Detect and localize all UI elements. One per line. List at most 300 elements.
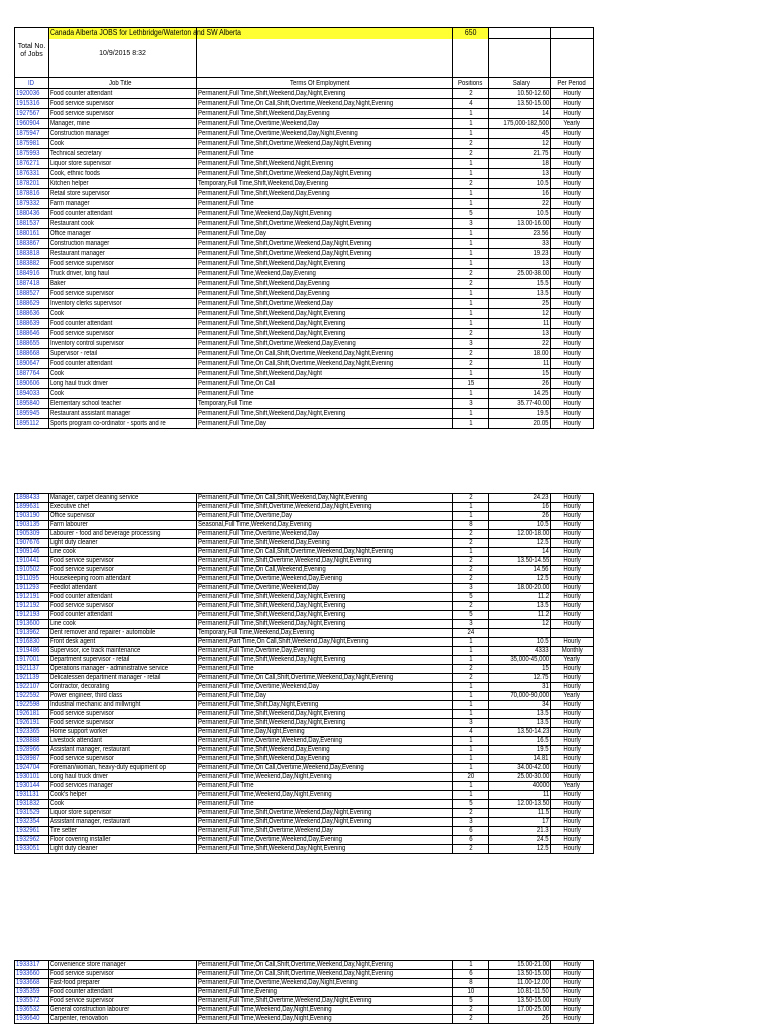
job-id-link[interactable] bbox=[14, 1006, 48, 1015]
salary-cell-text: 13.5 bbox=[537, 290, 549, 297]
job-title-cell-text: Farm labourer bbox=[50, 521, 88, 528]
job-id-link[interactable] bbox=[14, 665, 48, 674]
terms-cell bbox=[196, 800, 452, 809]
job-id-link[interactable] bbox=[14, 845, 48, 854]
job-id-link-text[interactable]: 1932962 bbox=[16, 836, 40, 843]
job-id-link[interactable] bbox=[14, 389, 48, 399]
positions-cell-text: 1 bbox=[468, 190, 473, 197]
job-id-link[interactable] bbox=[14, 1015, 48, 1024]
job-id-link-text[interactable]: 1931529 bbox=[16, 809, 40, 816]
job-id-link-text[interactable]: 1930101 bbox=[16, 773, 40, 780]
job-id-link[interactable] bbox=[14, 692, 48, 701]
job-id-link-text[interactable]: 1888646 bbox=[16, 330, 40, 337]
job-id-link[interactable] bbox=[14, 970, 48, 979]
job-title-cell bbox=[48, 647, 196, 656]
job-id-link[interactable] bbox=[14, 764, 48, 773]
job-title-cell bbox=[48, 189, 196, 199]
period-cell-text: Hourly bbox=[563, 260, 581, 267]
job-title-cell-text: Food service supervisor bbox=[50, 997, 114, 1004]
job-id-link[interactable] bbox=[14, 99, 48, 109]
job-id-link-text[interactable]: 1923365 bbox=[16, 728, 40, 735]
terms-cell-text: Permanent,Full Time,Shift,Weekend,Day,Night,Evening bbox=[198, 710, 346, 717]
table-row bbox=[14, 584, 594, 593]
job-id-link-text[interactable]: 1928966 bbox=[16, 746, 40, 753]
job-id-link[interactable] bbox=[14, 683, 48, 692]
salary-cell bbox=[488, 89, 550, 99]
job-title-cell-text: Foreman/woman, heavy-duty equipment op bbox=[50, 764, 167, 771]
job-id-link-text[interactable]: 1931131 bbox=[16, 791, 39, 798]
job-id-link-text[interactable]: 1875947 bbox=[16, 130, 40, 137]
terms-cell-text: Permanent,Full Time,Overtime,Weekend,Day bbox=[198, 530, 320, 537]
terms-cell-text: Permanent,Full Time,Shift,Weekend,Day,Night,Evening bbox=[198, 90, 346, 97]
period-cell-text: Hourly bbox=[563, 791, 581, 798]
meta-row bbox=[14, 39, 594, 78]
salary-cell bbox=[488, 827, 550, 836]
terms-cell bbox=[196, 539, 452, 548]
job-id-link[interactable] bbox=[14, 620, 48, 629]
job-id-link-text[interactable]: 1912191 bbox=[16, 593, 40, 600]
job-id-link[interactable] bbox=[14, 494, 48, 503]
job-id-link[interactable] bbox=[14, 593, 48, 602]
job-id-link[interactable] bbox=[14, 809, 48, 818]
job-id-link-text[interactable]: 1921139 bbox=[16, 674, 39, 681]
job-title-cell bbox=[48, 620, 196, 629]
job-id-link[interactable] bbox=[14, 737, 48, 746]
job-id-link[interactable] bbox=[14, 710, 48, 719]
job-id-link-text[interactable]: 1921137 bbox=[16, 665, 39, 672]
period-cell-text: Hourly bbox=[563, 110, 581, 117]
positions-cell bbox=[452, 149, 488, 159]
job-id-link[interactable] bbox=[14, 199, 48, 209]
job-id-link[interactable] bbox=[14, 530, 48, 539]
job-id-link-text[interactable]: 1912193 bbox=[16, 611, 40, 618]
positions-cell bbox=[452, 269, 488, 279]
job-id-link[interactable] bbox=[14, 773, 48, 782]
salary-cell-text: 26 bbox=[542, 512, 549, 519]
period-cell-text: Hourly bbox=[563, 130, 581, 137]
job-id-link[interactable] bbox=[14, 988, 48, 997]
terms-cell-text: Permanent,Full Time,Shift,Overtime,Weekend,Day,Evening bbox=[198, 340, 356, 347]
table-row bbox=[14, 494, 594, 503]
job-id-link[interactable] bbox=[14, 818, 48, 827]
period-cell bbox=[550, 674, 594, 683]
table-row bbox=[14, 719, 594, 728]
positions-cell bbox=[452, 379, 488, 389]
table-row bbox=[14, 575, 594, 584]
job-id-link-text[interactable]: 1895840 bbox=[16, 400, 40, 407]
job-id-link[interactable] bbox=[14, 638, 48, 647]
job-id-link[interactable] bbox=[14, 159, 48, 169]
period-cell-text: Hourly bbox=[563, 310, 581, 317]
job-id-link-text[interactable]: 1888668 bbox=[16, 350, 40, 357]
job-id-link[interactable] bbox=[14, 309, 48, 319]
salary-cell-text: 12 bbox=[542, 310, 549, 317]
job-id-link-text[interactable]: 1888655 bbox=[16, 340, 40, 347]
period-cell-text: Hourly bbox=[563, 170, 581, 177]
terms-cell-text: Permanent,Full Time,Shift,Overtime,Weekend,Day bbox=[198, 300, 333, 307]
job-id-link-text[interactable]: 1907676 bbox=[16, 539, 40, 546]
job-id-link-text[interactable]: 1899631 bbox=[16, 503, 40, 510]
job-id-link[interactable] bbox=[14, 179, 48, 189]
job-title-cell bbox=[48, 692, 196, 701]
job-title-cell-text: Food counter attendant bbox=[50, 593, 113, 600]
job-id-link[interactable] bbox=[14, 647, 48, 656]
job-id-link[interactable] bbox=[14, 548, 48, 557]
job-id-link-text[interactable]: 1911095 bbox=[16, 575, 39, 582]
job-id-link[interactable] bbox=[14, 656, 48, 665]
job-title-cell bbox=[48, 512, 196, 521]
terms-cell-text: Temporary,Full Time,Shift,Weekend,Day,Evening bbox=[198, 180, 329, 187]
period-cell-text: Hourly bbox=[563, 548, 581, 555]
period-cell bbox=[550, 647, 594, 656]
job-id-link[interactable] bbox=[14, 409, 48, 419]
positions-cell bbox=[452, 219, 488, 229]
job-id-link-text[interactable]: 1935359 bbox=[16, 988, 40, 995]
job-id-link[interactable] bbox=[14, 339, 48, 349]
period-cell bbox=[550, 710, 594, 719]
job-id-link[interactable] bbox=[14, 89, 48, 99]
table-row bbox=[14, 845, 594, 854]
job-id-link[interactable] bbox=[14, 169, 48, 179]
job-id-link[interactable] bbox=[14, 109, 48, 119]
period-cell bbox=[550, 665, 594, 674]
job-id-link-text[interactable]: 1879332 bbox=[16, 200, 40, 207]
salary-cell-text: 14.25 bbox=[533, 390, 549, 397]
job-id-link-text[interactable]: 1916830 bbox=[16, 638, 40, 645]
job-id-link-text[interactable]: 1895945 bbox=[16, 410, 40, 417]
job-id-link-text[interactable]: 1905309 bbox=[16, 530, 40, 537]
positions-cell-text: 1 bbox=[468, 638, 473, 645]
job-id-link-text[interactable]: 1930144 bbox=[16, 782, 40, 789]
positions-cell bbox=[452, 329, 488, 339]
table-row bbox=[14, 319, 594, 329]
job-id-link[interactable] bbox=[14, 755, 48, 764]
salary-cell bbox=[488, 239, 550, 249]
job-id-link[interactable] bbox=[14, 629, 48, 638]
salary-cell bbox=[488, 665, 550, 674]
period-cell bbox=[550, 773, 594, 782]
terms-cell-text: Permanent,Full Time,Overtime,Weekend,Day bbox=[198, 683, 320, 690]
period-cell bbox=[550, 229, 594, 239]
terms-cell-text: Permanent,Full Time,On Call,Shift,Overtime,Weekend,Day,Night,Evening bbox=[198, 961, 394, 968]
terms-cell-text: Permanent,Full Time,Shift,Overtime,Weekend,Day,Night,Evening bbox=[198, 809, 372, 816]
terms-cell-text: Permanent,Full Time,Shift,Weekend,Day,Night,Evening bbox=[198, 719, 346, 726]
job-title-cell bbox=[48, 773, 196, 782]
positions-cell-text: 1 bbox=[468, 503, 473, 510]
job-id-link-text[interactable]: 1875993 bbox=[16, 150, 40, 157]
job-id-link-text[interactable]: 1932354 bbox=[16, 818, 40, 825]
job-id-link[interactable] bbox=[14, 359, 48, 369]
job-title-cell-text: Inventory control supervisor bbox=[50, 340, 124, 347]
job-id-link-text[interactable]: 1928987 bbox=[16, 755, 40, 762]
job-id-link-text[interactable]: 1883882 bbox=[16, 260, 40, 267]
job-id-link-text[interactable]: 1927567 bbox=[16, 110, 40, 117]
period-cell-text: Hourly bbox=[563, 701, 581, 708]
job-id-link[interactable] bbox=[14, 149, 48, 159]
job-id-link[interactable] bbox=[14, 611, 48, 620]
job-id-link[interactable] bbox=[14, 129, 48, 139]
header-id[interactable] bbox=[14, 78, 48, 89]
salary-cell bbox=[488, 674, 550, 683]
job-id-link[interactable] bbox=[14, 566, 48, 575]
job-id-link-text[interactable]: 1922592 bbox=[16, 692, 40, 699]
period-cell-text: Hourly bbox=[563, 827, 581, 834]
job-id-link-text[interactable]: 1884916 bbox=[16, 270, 40, 277]
job-id-link-text[interactable]: 1960904 bbox=[16, 120, 40, 127]
job-id-link-text[interactable]: 1909146 bbox=[16, 548, 40, 555]
job-id-link-text[interactable]: 1894033 bbox=[16, 390, 40, 397]
job-id-link-text[interactable]: 1936640 bbox=[16, 1015, 40, 1022]
terms-cell bbox=[196, 809, 452, 818]
job-title-cell bbox=[48, 746, 196, 755]
job-id-link-text[interactable]: 1888639 bbox=[16, 320, 40, 327]
job-id-link[interactable] bbox=[14, 379, 48, 389]
job-id-link-text[interactable]: 1910502 bbox=[16, 566, 40, 573]
job-title-cell-text: Food services manager bbox=[50, 782, 113, 789]
terms-cell-text: Permanent,Full Time,Day bbox=[198, 420, 266, 427]
job-id-link[interactable] bbox=[14, 419, 48, 429]
job-id-link[interactable] bbox=[14, 329, 48, 339]
job-title-cell bbox=[48, 209, 196, 219]
job-id-link-text[interactable]: 1926181 bbox=[16, 710, 40, 717]
job-title-cell bbox=[48, 755, 196, 764]
job-id-link-text[interactable]: 1935572 bbox=[16, 997, 40, 1004]
salary-cell bbox=[488, 647, 550, 656]
job-id-link-text[interactable]: 1936532 bbox=[16, 1006, 40, 1013]
period-cell bbox=[550, 755, 594, 764]
table-row bbox=[14, 419, 594, 429]
job-id-link[interactable] bbox=[14, 602, 48, 611]
job-id-link[interactable] bbox=[14, 997, 48, 1006]
terms-cell-text: Permanent,Full Time,Weekend,Day,Night,Evening bbox=[198, 773, 332, 780]
salary-cell-text: 25.00-30.00 bbox=[516, 773, 549, 780]
job-title-cell bbox=[48, 89, 196, 99]
job-title-cell bbox=[48, 584, 196, 593]
job-id-link-text[interactable]: 1920036 bbox=[16, 90, 40, 97]
positions-cell-text: 2 bbox=[468, 566, 473, 573]
table-row bbox=[14, 521, 594, 530]
positions-cell bbox=[452, 189, 488, 199]
job-id-link[interactable] bbox=[14, 399, 48, 409]
job-id-link-text[interactable]: 1880161 bbox=[16, 230, 40, 237]
job-id-link[interactable] bbox=[14, 961, 48, 970]
job-id-link-text[interactable]: 1883867 bbox=[16, 240, 40, 247]
job-id-link-text[interactable]: 1895112 bbox=[16, 420, 39, 427]
terms-cell bbox=[196, 638, 452, 647]
job-id-link[interactable] bbox=[14, 836, 48, 845]
job-id-link-text[interactable]: 1912192 bbox=[16, 602, 40, 609]
terms-cell-text: Permanent,Full Time,Shift,Overtime,Weekend,Day,Night,Evening bbox=[198, 240, 372, 247]
job-id-link-text[interactable]: 1933668 bbox=[16, 979, 40, 986]
job-id-link[interactable] bbox=[14, 719, 48, 728]
job-id-link-text[interactable]: 1881537 bbox=[16, 220, 40, 227]
job-title-cell bbox=[48, 791, 196, 800]
positions-cell bbox=[452, 339, 488, 349]
positions-cell bbox=[452, 494, 488, 503]
job-id-link[interactable] bbox=[14, 791, 48, 800]
job-id-link-text[interactable]: 1878816 bbox=[16, 190, 40, 197]
job-id-link-text[interactable]: 1890647 bbox=[16, 360, 40, 367]
table-block-3 bbox=[14, 960, 594, 1024]
terms-cell bbox=[196, 665, 452, 674]
job-title-cell bbox=[48, 818, 196, 827]
table-row bbox=[14, 593, 594, 602]
job-id-link[interactable] bbox=[14, 279, 48, 289]
terms-cell-text: Permanent,Part Time,On Call,Shift,Weekend,Day,Night,Evening bbox=[198, 638, 369, 645]
salary-cell bbox=[488, 129, 550, 139]
terms-cell-text: Permanent,Full Time,Weekend,Day,Night,Evening bbox=[198, 210, 332, 217]
terms-cell-text: Permanent,Full Time,Shift,Weekend,Day,Night,Evening bbox=[198, 602, 346, 609]
table-row bbox=[14, 409, 594, 419]
job-id-link[interactable] bbox=[14, 239, 48, 249]
salary-cell-text: 12 bbox=[542, 620, 549, 627]
job-id-link-text[interactable]: 1919486 bbox=[16, 647, 40, 654]
job-id-link-text[interactable]: 1903135 bbox=[16, 521, 40, 528]
job-id-link-text[interactable]: 1913600 bbox=[16, 620, 40, 627]
job-id-link-text[interactable]: 1887764 bbox=[16, 370, 40, 377]
job-id-link[interactable] bbox=[14, 674, 48, 683]
period-cell bbox=[550, 249, 594, 259]
job-id-link[interactable] bbox=[14, 503, 48, 512]
salary-cell-text: 19.5 bbox=[537, 410, 549, 417]
job-id-link-text[interactable]: 1876271 bbox=[16, 160, 40, 167]
job-id-link[interactable] bbox=[14, 189, 48, 199]
job-title-cell bbox=[48, 970, 196, 979]
job-id-link[interactable] bbox=[14, 746, 48, 755]
job-id-link[interactable] bbox=[14, 557, 48, 566]
positions-cell-text: 2 bbox=[468, 665, 473, 672]
job-id-link-text[interactable]: 1913962 bbox=[16, 629, 40, 636]
job-id-link-text[interactable]: 1924704 bbox=[16, 764, 40, 771]
job-id-link[interactable] bbox=[14, 139, 48, 149]
period-cell-text: Monthly bbox=[561, 647, 583, 654]
job-title-cell-text: Retail store supervisor bbox=[50, 190, 110, 197]
job-title-cell bbox=[48, 836, 196, 845]
job-id-link[interactable] bbox=[14, 219, 48, 229]
salary-cell-text: 16 bbox=[542, 190, 549, 197]
job-id-link-text[interactable]: 1878201 bbox=[16, 180, 40, 187]
job-title-cell bbox=[48, 961, 196, 970]
job-id-link[interactable] bbox=[14, 521, 48, 530]
terms-cell bbox=[196, 269, 452, 279]
positions-cell-text: 1 bbox=[468, 737, 473, 744]
job-id-link-text[interactable]: 1898433 bbox=[16, 494, 40, 501]
block-2-rows bbox=[14, 494, 594, 854]
job-id-link[interactable] bbox=[14, 269, 48, 279]
job-id-link-text[interactable]: 1933051 bbox=[16, 845, 40, 852]
job-id-link[interactable] bbox=[14, 319, 48, 329]
job-id-link[interactable] bbox=[14, 249, 48, 259]
positions-cell-text: 2 bbox=[468, 1006, 473, 1013]
job-id-link[interactable] bbox=[14, 512, 48, 521]
job-id-link[interactable] bbox=[14, 701, 48, 710]
period-cell bbox=[550, 119, 594, 129]
job-id-link[interactable] bbox=[14, 289, 48, 299]
job-id-link-text[interactable]: 1875981 bbox=[16, 140, 40, 147]
terms-cell-text: Permanent,Full Time,Overtime,Day,Evening bbox=[198, 647, 316, 654]
job-id-link-text[interactable]: 1876331 bbox=[16, 170, 40, 177]
positions-cell bbox=[452, 997, 488, 1006]
job-id-link-text[interactable]: 1911293 bbox=[16, 584, 39, 591]
job-id-link-text[interactable]: 1880436 bbox=[16, 210, 40, 217]
terms-cell bbox=[196, 89, 452, 99]
salary-cell bbox=[488, 309, 550, 319]
job-id-link-text[interactable]: 1888636 bbox=[16, 310, 40, 317]
job-id-link[interactable] bbox=[14, 369, 48, 379]
period-cell bbox=[550, 737, 594, 746]
job-id-link-text[interactable]: 1926191 bbox=[16, 719, 40, 726]
job-id-link[interactable] bbox=[14, 979, 48, 988]
job-id-link-text[interactable]: 1931832 bbox=[16, 800, 40, 807]
period-cell bbox=[550, 359, 594, 369]
job-id-link-text[interactable]: 1933660 bbox=[16, 970, 40, 977]
period-cell-text: Hourly bbox=[563, 764, 581, 771]
job-id-link-text[interactable]: 1903190 bbox=[16, 512, 40, 519]
job-id-link-text[interactable]: 1883818 bbox=[16, 250, 40, 257]
job-title-cell-text: Manager, mine bbox=[50, 120, 90, 127]
job-id-link[interactable] bbox=[14, 800, 48, 809]
job-id-link-text[interactable]: 1890606 bbox=[16, 380, 40, 387]
salary-cell-text: 11 bbox=[542, 360, 549, 367]
job-id-link-text[interactable]: 1910441 bbox=[16, 557, 40, 564]
job-title-cell bbox=[48, 309, 196, 319]
job-id-link[interactable] bbox=[14, 349, 48, 359]
header-id-label[interactable]: ID bbox=[28, 80, 35, 87]
terms-cell bbox=[196, 566, 452, 575]
job-title-cell bbox=[48, 279, 196, 289]
job-id-link[interactable] bbox=[14, 728, 48, 737]
job-id-link[interactable] bbox=[14, 782, 48, 791]
job-id-link-text[interactable]: 1888629 bbox=[16, 300, 40, 307]
job-id-link[interactable] bbox=[14, 584, 48, 593]
salary-cell-text: 11 bbox=[542, 320, 549, 327]
job-id-link-text[interactable]: 1915316 bbox=[16, 100, 40, 107]
job-id-link-text[interactable]: 1922107 bbox=[16, 683, 40, 690]
job-id-link[interactable] bbox=[14, 827, 48, 836]
job-title-cell bbox=[48, 602, 196, 611]
terms-cell-text: Seasonal,Full Time,Weekend,Day,Evening bbox=[198, 521, 312, 528]
terms-cell bbox=[196, 99, 452, 109]
job-id-link[interactable] bbox=[14, 229, 48, 239]
job-id-link-text[interactable]: 1933317 bbox=[16, 961, 40, 968]
header-positions-label: Positions bbox=[458, 80, 483, 87]
job-id-link[interactable] bbox=[14, 119, 48, 129]
terms-cell bbox=[196, 494, 452, 503]
job-id-link-text[interactable]: 1928888 bbox=[16, 737, 40, 744]
terms-cell-text: Permanent,Full Time,Shift,Weekend,Day,Evening bbox=[198, 755, 330, 762]
period-cell-text: Hourly bbox=[563, 683, 581, 690]
job-id-link-text[interactable]: 1888527 bbox=[16, 290, 40, 297]
table-row bbox=[14, 503, 594, 512]
job-id-link-text[interactable]: 1917001 bbox=[16, 656, 40, 663]
job-id-link[interactable] bbox=[14, 575, 48, 584]
salary-cell bbox=[488, 249, 550, 259]
job-title-cell-text: Construction manager bbox=[50, 130, 110, 137]
job-id-link[interactable] bbox=[14, 259, 48, 269]
job-id-link-text[interactable]: 1922598 bbox=[16, 701, 40, 708]
job-id-link[interactable] bbox=[14, 209, 48, 219]
period-cell-text: Hourly bbox=[563, 665, 581, 672]
job-title-cell-text: Labourer - food and beverage processing bbox=[50, 530, 161, 537]
salary-cell-text: 26 bbox=[542, 1015, 549, 1022]
job-id-link[interactable] bbox=[14, 539, 48, 548]
job-id-link-text[interactable]: 1932961 bbox=[16, 827, 40, 834]
job-id-link[interactable] bbox=[14, 299, 48, 309]
job-id-link-text[interactable]: 1887418 bbox=[16, 280, 40, 287]
positions-cell-text: 1 bbox=[468, 300, 473, 307]
salary-cell bbox=[488, 593, 550, 602]
positions-cell-text: 2 bbox=[468, 180, 473, 187]
